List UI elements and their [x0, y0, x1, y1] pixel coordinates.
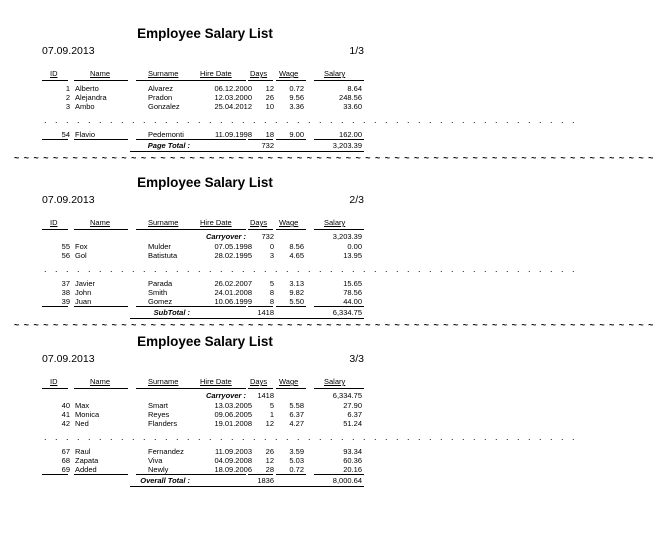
cell-name: Alejandra [75, 93, 107, 102]
cell-days: 10 [265, 102, 274, 111]
total-label: Overall Total : [140, 476, 190, 485]
cell-days: 5 [269, 401, 274, 410]
carryover-salary: 6,334.75 [332, 391, 362, 400]
cell-hire-date: 12.03.2000 [214, 93, 252, 102]
cell-salary: 33.60 [343, 102, 362, 111]
cell-hire-date: 28.02.1995 [214, 251, 252, 260]
cell-days: 5 [269, 279, 274, 288]
cell-id: 42 [61, 419, 70, 428]
cell-wage: 4.27 [289, 419, 304, 428]
page-number: 3/3 [349, 353, 364, 365]
report-title: Employee Salary List [137, 334, 273, 349]
cell-surname: Pradon [148, 93, 173, 102]
cell-id: 41 [61, 410, 70, 419]
column-header: Surname [148, 218, 179, 227]
row-underline [74, 306, 128, 307]
row-underline [276, 306, 306, 307]
column-header: Surname [148, 377, 179, 386]
cell-surname: Reyes [148, 410, 170, 419]
column-header: Wage [279, 377, 299, 386]
cell-surname: Parada [148, 279, 173, 288]
cell-salary: 20.16 [343, 465, 362, 474]
cell-name: Javier [75, 279, 96, 288]
cell-id: 54 [61, 130, 70, 139]
column-header: Days [250, 377, 268, 386]
cell-days: 12 [265, 456, 274, 465]
column-header: Days [250, 69, 268, 78]
header-underline [248, 80, 273, 81]
cell-days: 12 [265, 84, 274, 93]
cell-wage: 9.00 [289, 130, 304, 139]
cell-surname: Fernandez [148, 447, 184, 456]
cell-hire-date: 26.02.2007 [214, 279, 252, 288]
cell-salary: 27.90 [343, 401, 362, 410]
header-underline [74, 229, 128, 230]
cell-wage: 0.72 [289, 465, 304, 474]
cell-days: 8 [269, 297, 274, 306]
elision-dots: . . . . . . . . . . . . . . . . . . . . . . . . . . . . . . . . . . . . . . . . . . . . . . . . . [44, 432, 578, 442]
header-underline [74, 80, 128, 81]
report-date: 07.09.2013 [42, 45, 95, 57]
header-underline [198, 80, 246, 81]
cell-days: 0 [269, 242, 274, 251]
cell-days: 8 [269, 288, 274, 297]
carryover-salary: 3,203.39 [332, 232, 362, 241]
cell-surname: Smith [148, 288, 168, 297]
cell-surname: Batistuta [148, 251, 178, 260]
header-underline [136, 388, 204, 389]
report-title: Employee Salary List [137, 175, 273, 190]
cell-id: 67 [61, 447, 70, 456]
total-label: SubTotal : [153, 308, 190, 317]
header-underline [314, 388, 364, 389]
header-underline [42, 229, 68, 230]
cell-salary: 13.95 [343, 251, 362, 260]
cell-wage: 4.65 [289, 251, 304, 260]
carryover-days: 1418 [257, 391, 274, 400]
cell-hire-date: 07.05.1998 [214, 242, 252, 251]
cell-salary: 0.00 [347, 242, 362, 251]
cell-id: 39 [61, 297, 70, 306]
column-header: Hire Date [200, 377, 232, 386]
cell-wage: 0.72 [289, 84, 304, 93]
cell-salary: 44.00 [343, 297, 362, 306]
cell-name: Gol [75, 251, 87, 260]
elision-dots: . . . . . . . . . . . . . . . . . . . . . . . . . . . . . . . . . . . . . . . . . . . . . . . . . [44, 264, 578, 274]
elision-dots: . . . . . . . . . . . . . . . . . . . . . . . . . . . . . . . . . . . . . . . . . . . . . . . . . [44, 115, 578, 125]
cell-id: 68 [61, 456, 70, 465]
total-line [130, 318, 364, 319]
cell-surname: Pedemonti [148, 130, 184, 139]
cell-surname: Alvarez [148, 84, 174, 93]
total-line [130, 486, 364, 487]
header-underline [198, 229, 246, 230]
cell-surname: Mulder [148, 242, 171, 251]
cell-days: 26 [265, 447, 274, 456]
cell-salary: 51.24 [343, 419, 362, 428]
row-underline [74, 474, 128, 475]
row-underline [42, 139, 68, 140]
row-underline [276, 139, 306, 140]
row-underline [42, 474, 68, 475]
cell-id: 3 [65, 102, 70, 111]
cell-salary: 15.65 [343, 279, 362, 288]
total-days: 1418 [257, 308, 274, 317]
column-header: Name [90, 377, 111, 386]
carryover-days: 732 [261, 232, 274, 241]
cell-hire-date: 18.09.2006 [214, 465, 252, 474]
cell-hire-date: 04.09.2008 [214, 456, 252, 465]
cell-surname: Newly [148, 465, 169, 474]
cell-name: Ned [75, 419, 89, 428]
cell-name: Alberto [75, 84, 99, 93]
column-header: Hire Date [200, 218, 232, 227]
cell-wage: 3.36 [289, 102, 304, 111]
row-underline [42, 306, 68, 307]
cell-hire-date: 09.06.2005 [214, 410, 252, 419]
cell-salary: 6.37 [347, 410, 362, 419]
header-underline [276, 229, 306, 230]
cell-name: Raul [75, 447, 91, 456]
header-underline [248, 229, 273, 230]
cell-hire-date: 25.04.2012 [214, 102, 252, 111]
cell-days: 18 [265, 130, 274, 139]
carryover-label: Carryover : [205, 232, 246, 241]
header-underline [136, 229, 204, 230]
total-salary: 8,000.64 [332, 476, 362, 485]
column-header: Salary [324, 218, 346, 227]
page-separator: ~ ~ ~ ~ ~ ~ ~ ~ ~ ~ ~ ~ ~ ~ ~ ~ ~ ~ ~ ~ ~ ~ ~ ~ ~ ~ ~ ~ ~ ~ ~ ~ ~ ~ ~ ~ ~ ~ ~ ~ ~ ~ ~ ~ ~ ~ ~ ~ ~ ~ ~ ~ ~ ~ ~ ~ ~ ~ ~ ~ ~ ~ ~ ~ ~ ~ [14, 153, 654, 163]
cell-days: 26 [265, 93, 274, 102]
cell-id: 2 [65, 93, 70, 102]
cell-hire-date: 11.09.1998 [215, 130, 252, 139]
cell-name: Max [75, 401, 90, 410]
row-underline [136, 474, 204, 475]
column-header: Name [90, 69, 111, 78]
total-days: 732 [261, 141, 274, 150]
report-date: 07.09.2013 [42, 353, 95, 365]
row-underline [314, 306, 364, 307]
page-number: 1/3 [349, 45, 364, 57]
row-underline [198, 306, 246, 307]
cell-surname: Flanders [148, 419, 178, 428]
row-underline [276, 474, 306, 475]
column-header: ID [50, 377, 58, 386]
cell-surname: Gonzalez [148, 102, 180, 111]
total-salary: 6,334.75 [332, 308, 362, 317]
cell-days: 28 [265, 465, 274, 474]
cell-days: 12 [265, 419, 274, 428]
cell-salary: 162.00 [339, 130, 362, 139]
report-title: Employee Salary List [137, 26, 273, 41]
header-underline [314, 229, 364, 230]
cell-salary: 248.56 [339, 93, 362, 102]
cell-surname: Viva [148, 456, 163, 465]
header-underline [276, 80, 306, 81]
header-underline [198, 388, 246, 389]
cell-name: Zapata [75, 456, 99, 465]
cell-days: 3 [269, 251, 274, 260]
header-underline [42, 388, 68, 389]
cell-name: John [75, 288, 92, 297]
cell-wage: 6.37 [289, 410, 304, 419]
page-number: 2/3 [349, 194, 364, 206]
cell-name: Fox [75, 242, 88, 251]
row-underline [198, 139, 246, 140]
total-label: Page Total : [147, 141, 190, 150]
cell-id: 37 [61, 279, 70, 288]
cell-surname: Gomez [148, 297, 173, 306]
cell-id: 40 [61, 401, 70, 410]
column-header: Days [250, 218, 268, 227]
header-underline [314, 80, 364, 81]
row-underline [314, 139, 364, 140]
cell-name: Monica [75, 410, 100, 419]
cell-name: Ambo [75, 102, 95, 111]
report-date: 07.09.2013 [42, 194, 95, 206]
cell-wage: 3.13 [289, 279, 304, 288]
cell-hire-date: 19.01.2008 [214, 419, 252, 428]
column-header: Salary [324, 377, 346, 386]
total-days: 1836 [257, 476, 274, 485]
column-header: Wage [279, 69, 299, 78]
cell-id: 55 [61, 242, 70, 251]
page-separator: ~ ~ ~ ~ ~ ~ ~ ~ ~ ~ ~ ~ ~ ~ ~ ~ ~ ~ ~ ~ ~ ~ ~ ~ ~ ~ ~ ~ ~ ~ ~ ~ ~ ~ ~ ~ ~ ~ ~ ~ ~ ~ ~ ~ ~ ~ ~ ~ ~ ~ ~ ~ ~ ~ ~ ~ ~ ~ ~ ~ ~ ~ ~ ~ ~ ~ [14, 320, 654, 330]
carryover-label: Carryover : [205, 391, 246, 400]
cell-id: 69 [61, 465, 70, 474]
cell-wage: 9.82 [289, 288, 304, 297]
row-underline [136, 139, 204, 140]
cell-surname: Smart [148, 401, 169, 410]
row-underline [248, 306, 273, 307]
cell-hire-date: 24.01.2008 [214, 288, 252, 297]
cell-salary: 78.56 [343, 288, 362, 297]
cell-name: Flavio [75, 130, 96, 139]
cell-wage: 5.58 [289, 401, 304, 410]
row-underline [198, 474, 246, 475]
header-underline [42, 80, 68, 81]
cell-id: 1 [65, 84, 70, 93]
cell-name: Juan [75, 297, 92, 306]
column-header: ID [50, 218, 58, 227]
row-underline [314, 474, 364, 475]
cell-hire-date: 10.06.1999 [214, 297, 252, 306]
cell-hire-date: 06.12.2000 [214, 84, 252, 93]
header-underline [136, 80, 204, 81]
column-header: Hire Date [200, 69, 232, 78]
cell-wage: 8.56 [289, 242, 304, 251]
row-underline [74, 139, 128, 140]
column-header: Salary [324, 69, 346, 78]
cell-id: 56 [61, 251, 70, 260]
cell-salary: 60.36 [343, 456, 362, 465]
cell-id: 38 [61, 288, 70, 297]
cell-hire-date: 13.03.2005 [214, 401, 252, 410]
row-underline [136, 306, 204, 307]
cell-name: Added [75, 465, 97, 474]
header-underline [276, 388, 306, 389]
column-header: ID [50, 69, 58, 78]
column-header: Wage [279, 218, 299, 227]
row-underline [248, 139, 273, 140]
cell-wage: 3.59 [289, 447, 304, 456]
cell-salary: 93.34 [343, 447, 362, 456]
cell-wage: 9.56 [289, 93, 304, 102]
cell-wage: 5.03 [289, 456, 304, 465]
cell-hire-date: 11.09.2003 [215, 447, 252, 456]
total-line [130, 151, 364, 152]
cell-wage: 5.50 [289, 297, 304, 306]
cell-days: 1 [269, 410, 274, 419]
row-underline [248, 474, 273, 475]
cell-salary: 8.64 [347, 84, 362, 93]
column-header: Name [90, 218, 111, 227]
column-header: Surname [148, 69, 179, 78]
header-underline [74, 388, 128, 389]
header-underline [248, 388, 273, 389]
total-salary: 3,203.39 [332, 141, 362, 150]
